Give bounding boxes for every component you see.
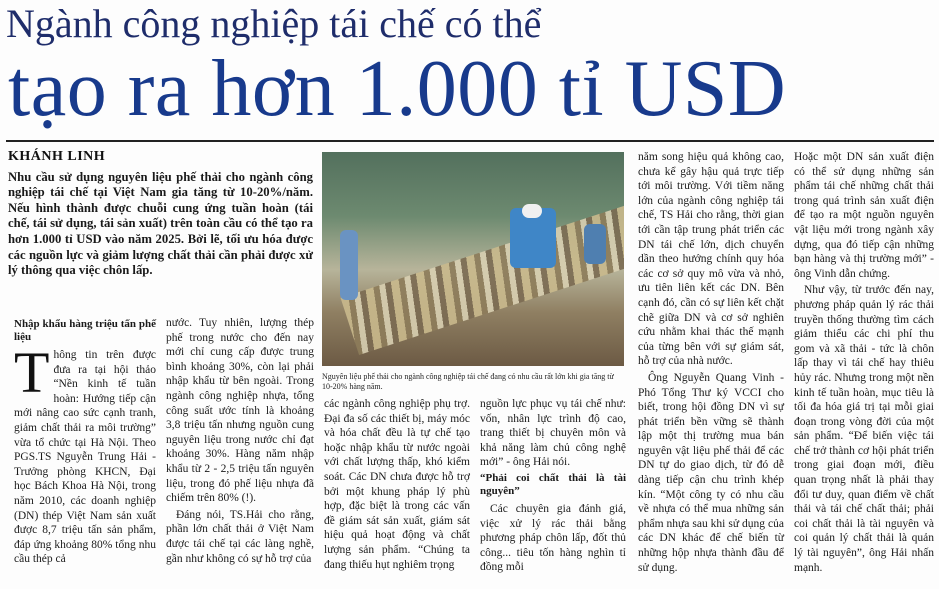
body-text-col1: hông tin trên được đưa ra tại hội thảo “Nền kinh tế tuần hoàn: Hướng tiếp cận mới nâng cao sức cạnh tranh, giảm chất thải ra môi trường” vừa tổ chức tại Hà Nội. Theo PGS.TS Nguyễn Trung Hải - Trưởng phòng KHCN, Đại học Bách Khoa Hà Nội, trong năm 2010, các doanh nghiệp (DN) thép Việt Nam sản xuất được 8,7 triệu tấn sản phẩm, đáp ứng khoảng 80% tổng nhu cầu thép cả [14,349,156,566]
subhead-import: Nhập khẩu hàng triệu tấn phế liệu [14,318,156,343]
body-text-col6-p1: Hoặc một DN sản xuất điện có thể sử dụng những sản phẩm tái chế những chất thải trong quá trình sản xuất điện để tạo ra một nguồn nguyên vật liệu mới trong ngành xây dựng, qua đó tiếp cận những bạn hàng và thị trường mới” - ông Vinh dẫn chứng. [794,151,934,280]
photo-caption: Nguyên liệu phế thải cho ngành công nghiệp tái chế đang có nhu cầu rất lớn khi gia tăng từ 10-20% hàng năm. [322,372,614,391]
column-5 [638,150,784,577]
body-text-col5-p1: năm song hiệu quả không cao, chưa kể gây hậu quả trực tiếp tới môi trường. Với tiềm năng lớn của ngành công nghiệp tái chế, TS Hải cho rằng, thời gian tới cần tập trung phát triển các DN tái chế lớn, dịch chuyển dần theo hướng chính quy hóa các cơ sở quy mô vừa và nhỏ, ưu tiên liên kết các DN. Bên cạnh đó, cần có sự liên kết chặt chẽ giữa DN và cơ sở nghiên cứu nhằm khai thác thế mạnh của từng bên với sự giám sát, hỗ trợ của nhà nước. [638,151,784,368]
drop-cap: T [14,340,50,405]
headline-rule [6,140,934,142]
headline-line-1: Ngành công nghiệp tái chế có thể [6,1,542,46]
recycling-plant-photo [322,152,624,366]
headline-line-2: tạo ra hơn 1.000 tỉ USD [8,45,787,133]
body-text-col6-p2: Như vậy, từ trước đến nay, phương pháp quản lý rác thải truyền thống thường tìm cách giảm thiểu các chi phí thu gom và xã thải - tức là chôn lấp thay vì tái chế hay thiêu hủy rác. Nhưng trong một nền kinh tế tuần hoàn, mục tiêu là tối đa hóa giá trị tại mỗi giai đoạn trong vòng đời của một sản phẩm. “Để biến việc tái chế trở thành cơ hội phát triển trong giai đoạn mới, điều quan trọng nhất là phải thay đổi tư duy, quan điểm về chất thải và tái chế chất thải; phải coi chất thải là tài nguyên và coi quản lý chất thải là quản lý tài nguyên”, ông Hải nhấn mạnh. [794,284,934,574]
author-byline: KHÁNH LINH [8,149,106,164]
column-1 [8,150,313,285]
column-3 [324,397,470,574]
body-text-col4-p2: Các chuyên gia đánh giá, việc xử lý rác thải bằng phương pháp chôn lấp, đốt thủ công... tiêu tốn hàng nghìn tỉ đồng mỗi [480,502,626,574]
body-text-col3-p1: các ngành công nghiệp phụ trợ. Đại đa số các thiết bị, máy móc và hóa chất đều là tự chế tạo hoặc nhập khẩu từ nước ngoài với chất lượng thấp, khó kiểm soát. Các DN chưa được hỗ trợ bởi một khung pháp lý phù hợp, đặc biệt là trong các vấn đề giám sát sản xuất, giám sát hiệu quả hoạt động và chất lượng sản phẩm. “Chúng ta đang thiếu hụt nghiêm trọng [324,398,470,571]
column-4 [480,397,626,577]
column-2 [166,316,314,568]
worker-figure [340,230,358,300]
conveyor-belt-graphic [341,199,624,355]
body-text-col4-p1: nguồn lực phục vụ tái chế như: vốn, nhân lực trình độ cao, trang thiết bị chuyên môn và khả năng làm chủ công nghệ mới” - ông Hải nói. [480,398,626,469]
helmet-graphic [522,204,542,218]
subhead-resource: “Phải coi chất thải là tài nguyên” [480,471,626,497]
body-text-col2-p2: Đáng nói, TS.Hải cho rằng, phần lớn chất thải ở Việt Nam được tái chế tại các làng nghề, gần như không có sự hỗ trợ của [166,508,314,565]
body-text-col5-p2: Ông Nguyễn Quang Vinh - Phó Tổng Thư ký VCCI cho biết, trong hội đồng DN vì sự phát triển bền vững sẽ thành lập một thị trường mua bán nguyên vật liệu phế thải để các DN tự do giao dịch, từ đó dễ dàng tiếp cận chu trình khép kín. “Một công ty có nhu cầu về nhựa có thể mua những sản phẩm nhựa sau khi sử dụng của các DN khác để chế biến từ những hộp nhựa thành đầu để sử dụng. [638,371,784,574]
column-1-body [14,316,156,567]
worker-figure [584,224,606,264]
body-text-col2-p1: nước. Tuy nhiên, lượng thép phế trong nước cho đến nay mới chỉ cung cấp được trung bình khoảng 30%, còn lại phải nhập khẩu từ bên ngoài. Trong ngành công nghiệp nhựa, tổng công suất ước tính là khoảng 3,8 triệu tấn nhưng nguồn cung nguyên liệu trong nước chỉ đạt khoảng 30%. Hàng năm nhập khẩu từ 2 - 2,5 triệu tấn nguyên liệu, trong đó phế liệu nhựa đã chiếm trên 80% (!). [166,317,314,505]
lead-paragraph: Nhu cầu sử dụng nguyên liệu phế thải cho ngành công nghiệp tái chế tại Việt Nam gia tăng từ 10-20%/năm. Nếu hình thành được chuỗi cung ứng tuần hoàn (tái chế, tái sử dụng, tái sản xuất) trên toàn cầu có thể tạo ra hơn 1.000 tỉ USD vào năm 2025. Bởi lẽ, tối ưu hóa được các nguồn lực và giảm lượng chất thải cần phải được xử lý thông qua việc chôn lấp. [8,169,313,278]
column-6 [794,150,934,577]
